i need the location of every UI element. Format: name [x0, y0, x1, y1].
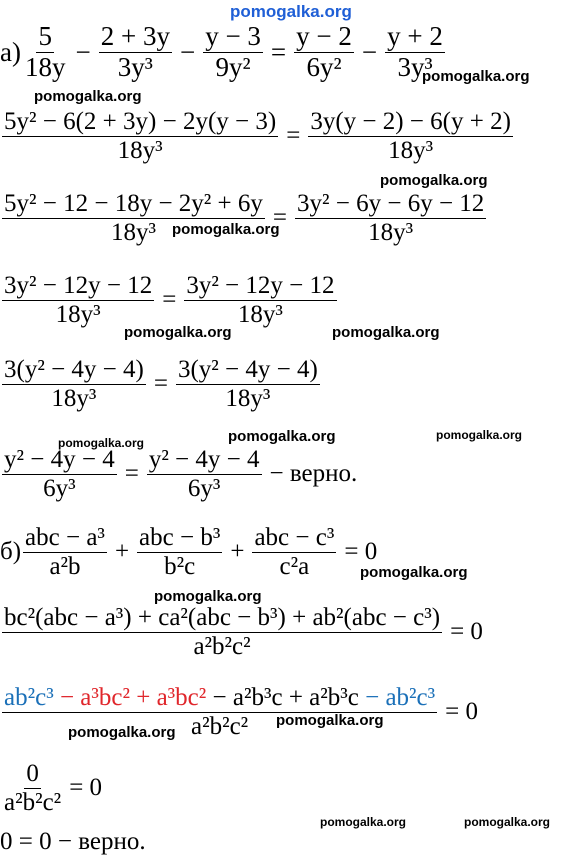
numerator: abc − b³	[139, 524, 221, 551]
fraction	[308, 108, 513, 164]
fraction	[23, 524, 107, 580]
part-a-equation-1: а) $\frac{5}{18y}$ − $\frac{2 + 3y}{\text{3y³}}$ − $\frac{y - 3}{\text{9y²}}$ = $\frac{y - 2}{\text{6y²}}$ − $\frac{y + 2}{\text{3y³}}$	[0, 21, 443, 82]
fraction	[137, 524, 222, 580]
part-a-equation-5: $\frac{\text{3(y² − 4y − 4)}}{\text{18y³}}$ = $\frac{\text{3(y² − 4y − 4)}}{\text{18y³}}$	[4, 356, 318, 412]
fraction	[184, 272, 336, 328]
fraction	[2, 446, 117, 502]
numerator: 5y² − 12 − 18y − 2y² + 6y	[4, 190, 263, 217]
watermark: pomogalka.org	[320, 815, 407, 829]
fraction	[2, 108, 278, 164]
equals-zero: = 0	[344, 538, 378, 565]
part-a-equation-4: $\frac{\text{3y² − 12y − 12}}{\text{18y³}}$ = $\frac{\text{3y² − 12y − 12}}{\text{18y³}}$	[4, 272, 335, 328]
watermark: pomogalka.org	[124, 324, 232, 341]
denominator: 6y²	[306, 51, 342, 82]
watermark: pomogalka.org	[58, 436, 145, 450]
part-b-conclusion	[0, 828, 146, 856]
fraction	[2, 604, 442, 660]
watermark: pomogalka.org	[380, 172, 488, 189]
denominator: a²b²c²	[193, 632, 251, 660]
part-a-equation-2: $\frac{\text{5y² − 6(2 + 3y) − 2y(y − 3)}}{\text{18y³}}$ = $\frac{3y(y - 2) - 6(y + 2)}{\text{18y³}}$	[4, 108, 511, 164]
numerator: 3y² − 6y − 6y − 12	[297, 190, 485, 217]
numerator: 0	[26, 760, 39, 787]
denominator: 6y³	[43, 474, 76, 502]
part-b-equation-1: б) $\frac{\text{abc − a³}}{\text{a²b}}$ + $\frac{\text{abc − b³}}{\text{b²c}}$ + $\frac{\text{abc − c³}}{\text{c²a}}$ = 0	[0, 524, 378, 580]
part-a-equation-3: $\frac{\text{5y² − 12 − 18y − 2y² + 6y}}{\text{18y³}}$ = $\frac{\text{3y² − 6y − 6y − 12}}{\text{18y³}}$	[4, 190, 485, 246]
numerator: 3y² − 12y − 12	[186, 272, 335, 299]
watermark: pomogalka.org	[276, 712, 384, 729]
numerator: abc − a³	[25, 524, 105, 551]
denominator: 3y³	[117, 51, 153, 82]
watermark: pomogalka.org	[228, 428, 336, 445]
numerator: y² − 4y − 4	[4, 446, 115, 473]
denominator: c²a	[279, 552, 310, 580]
watermark: pomogalka.org	[154, 588, 262, 605]
watermark: pomogalka.org	[332, 324, 440, 341]
conclusion-text: 0 = 0 − верно.	[0, 828, 146, 855]
watermark: pomogalka.org	[436, 428, 523, 442]
denominator: 3y³	[397, 51, 433, 82]
term-red: + a³bc²	[129, 684, 207, 711]
numerator: y² − 4y − 4	[148, 446, 260, 473]
part-a-label: а)	[0, 36, 21, 67]
numerator: 5	[38, 21, 52, 51]
equals-zero: = 0	[450, 618, 483, 645]
term-red: − a³bc²	[53, 684, 130, 711]
denominator: 18y³	[55, 300, 101, 328]
denominator: 18y³	[388, 136, 434, 164]
fraction	[2, 760, 63, 816]
fraction	[23, 22, 68, 82]
numerator: 3(y² − 4y − 4)	[4, 356, 144, 383]
fraction	[385, 22, 445, 82]
numerator: 3y² − 12y − 12	[4, 272, 153, 299]
part-b-equation-2	[0, 604, 483, 660]
watermark: pomogalka.org	[172, 221, 280, 238]
denominator: 18y³	[110, 218, 156, 246]
fraction	[294, 22, 354, 82]
equals-zero: = 0	[69, 774, 103, 801]
numerator: y − 3	[205, 21, 261, 51]
term-blue: − ab²c³	[358, 684, 436, 711]
numerator: 3y(y − 2) − 6(y + 2)	[310, 108, 511, 135]
watermark: pomogalka.org	[422, 68, 530, 85]
watermark: pomogalka.org	[360, 564, 468, 581]
fraction	[2, 190, 265, 246]
denominator: 9y²	[215, 51, 251, 82]
fraction	[176, 356, 320, 412]
numerator: 3(y² − 4y − 4)	[177, 356, 318, 383]
part-b-equation-3	[0, 684, 478, 740]
term-blue: ab²c³	[4, 684, 54, 711]
fraction	[2, 356, 146, 412]
term-black: − a²b³c + a²b³c	[206, 684, 359, 711]
fraction	[2, 684, 437, 740]
denominator: 18y³	[368, 218, 414, 246]
fraction	[147, 446, 262, 502]
numerator: 5y² − 6(2 + 3y) − 2y(y − 3)	[4, 108, 277, 135]
denominator: a²b²c²	[4, 788, 62, 816]
fraction	[252, 524, 336, 580]
denominator: 18y	[24, 51, 66, 82]
fraction	[99, 22, 172, 82]
numerator: y − 2	[296, 21, 352, 51]
denominator: 18y³	[225, 384, 271, 412]
watermark-top: pomogalka.org	[230, 2, 352, 21]
numerator: y + 2	[387, 21, 443, 51]
fraction	[2, 272, 154, 328]
watermark: pomogalka.org	[464, 815, 551, 829]
numerator	[2, 684, 437, 713]
denominator: 18y³	[51, 384, 97, 412]
denominator: a²b²c²	[190, 712, 249, 740]
watermark: pomogalka.org	[68, 724, 176, 741]
watermark: pomogalka.org	[34, 88, 142, 105]
equals-zero: = 0	[445, 698, 479, 725]
conclusion-text: − верно.	[269, 460, 358, 487]
part-b-equation-4	[0, 760, 102, 816]
denominator: 18y³	[237, 300, 283, 328]
fraction	[295, 190, 486, 246]
numerator: bc²(abc − a³) + ca²(abc − b³) + ab²(abc − c³)	[4, 604, 441, 631]
numerator: 2 + 3y	[100, 21, 170, 51]
denominator: a²b	[49, 552, 81, 580]
denominator: 18y³	[117, 136, 163, 164]
numerator: abc − c³	[254, 524, 335, 551]
denominator: b²c	[164, 552, 196, 580]
denominator: 6y³	[187, 474, 221, 502]
fraction	[203, 22, 263, 82]
part-a-equation-6: $\frac{\text{y² − 4y − 4}}{\text{6y³}}$ = $\frac{\text{y² − 4y − 4}}{\text{6y³}}$ − верно.	[4, 446, 358, 502]
part-b-label: б)	[0, 538, 22, 565]
